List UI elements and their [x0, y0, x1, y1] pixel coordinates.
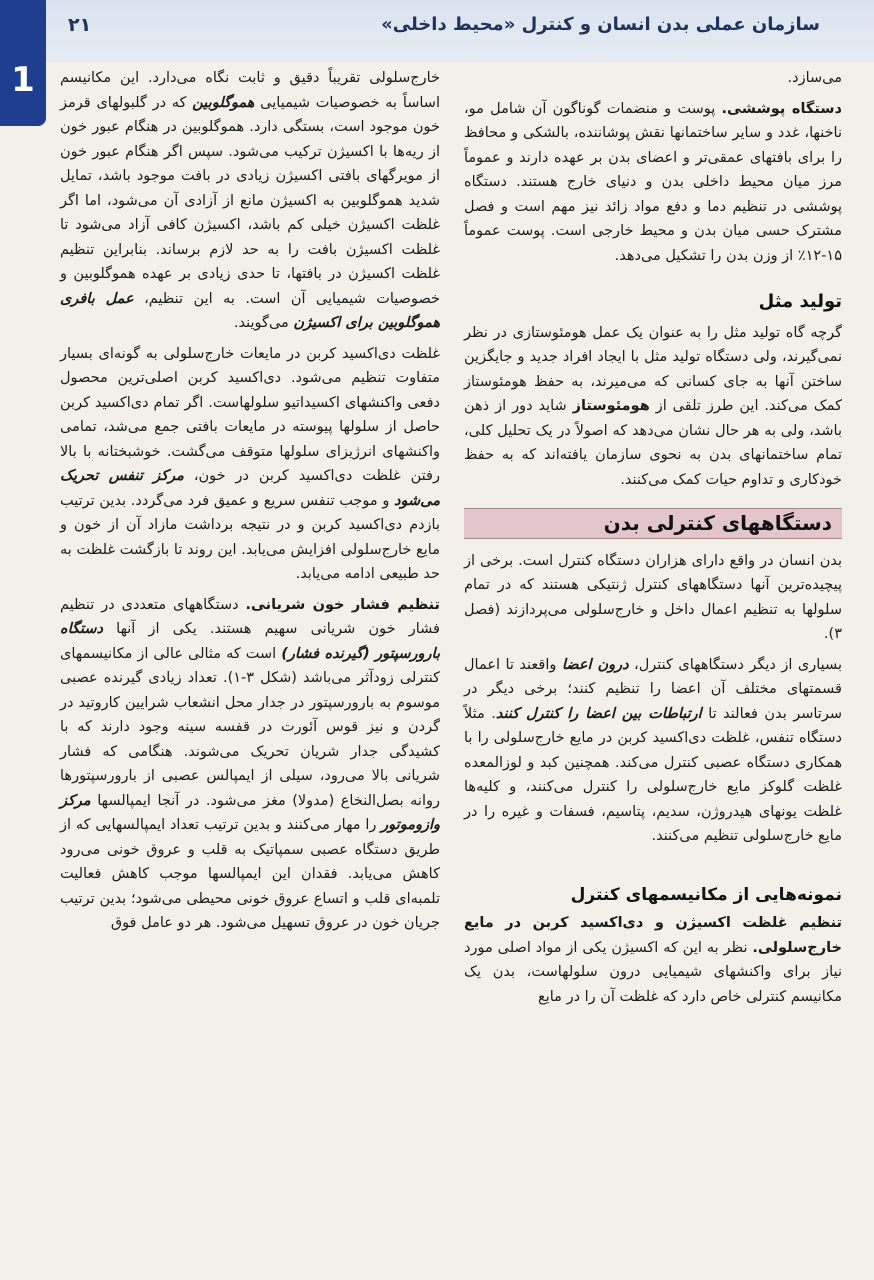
paragraph: گرچه گاه تولید مثل را به عنوان یک عمل هومئوستازی در نظر نمی‌گیرند، ولی دستگاه تولید مثل با ایجاد افراد جدید و جایگزین ساختن آنها به جای کسانی که می‌میرند، به حفظ هومئوستاز کمک می‌کند. این طرز تلقی از هومئوستاز شاید دور از ذهن باشد، ولی به هر حال نشان می‌دهد که اصولاً در یک تحلیل کلی، تمام ساختمانهای بدن به نحوی سازمان یافته‌اند که به حفظ خودکاری و تداوم حیات کمک می‌کنند. — [464, 324, 842, 488]
paragraph: تنظیم فشار خون شریانی. دستگاههای متعددی در تنظیم فشار خون شریانی سهیم هستند. یکی از آنها دستگاه بارورسپتور (گیرنده فشار) است که مثالی عالی از مکانیسمهای کنترلی زودآثر می‌باشد (شکل ۳-۱). تعداد زیادی گیرنده عصبی موسوم به بارورسپتور در جدار محل انشعاب شرایین کاروتید در گردن و نیز قوس آئورت در قفسه سینه وجود دارند که با کشیدگی جدار شریان تحریک می‌شوند. هنگامی که فشار شریانی بالا می‌رود، سیلی از ایمپالس عصبی از بارورسپتورها روانه بصل‌النخاع (مدولا) مغز می‌شود. در آنجا ایمپالسها مرکز وازوموتور را مهار می‌کنند و بدین ترتیب تعداد ایمپالسهایی که از طریق دستگاه عصبی سمپاتیک به قلب و عروق خونی می‌رود کاهش می‌یابد. فقدان این ایمپالسها موجب کاهش فعالیت تلمبه‌ای قلب و اتساع عروق خونی محیطی می‌شود؛ بدین ترتیب جریان خون در عروق تسهیل می‌شود. هر دو عامل فوق — [60, 596, 440, 931]
chapter-tab — [0, 0, 46, 126]
inline-heading: تنظیم فشار خون شریانی. — [245, 596, 440, 613]
section-heading: تولید مثل — [758, 291, 842, 312]
boxed-section-heading: دستگاههای کنترلی بدن — [464, 508, 842, 539]
chapter-number: 1 — [11, 60, 35, 100]
right-column — [464, 66, 842, 1015]
subsection-heading: نمونه‌هایی از مکانیسمهای کنترل — [570, 884, 842, 905]
paragraph: دستگاه پوششی. پوست و منضمات گوناگون آن شامل مو، ناخنها، غدد و سایر ساختمانها نقش پوشاننده، بالشکی و محافظ را برای بافتهای عمقی‌تر و اعضای بدن بر عهده دارند و عموماً مرز میان محیط داخلی بدن و دنیای خارج هستند. دستگاه پوششی در تنظیم دما و دفع مواد زائد نیز مهم است و فصل مشترک حسی میان بدن و محیط خارجی است. پوست عموماً ۱۵-۱۲٪ از وزن بدن را تشکیل می‌دهد. — [464, 100, 842, 264]
left-column — [60, 66, 440, 942]
paragraph: بدن انسان در واقع دارای هزاران دستگاه کنترل است. برخی از پیچیده‌ترین آنها دستگاههای کنترل ژنتیکی هستند که در تمام سلولها به تنظیم اعمال داخل و خارج‌سلولی می‌پردازند (فصل ۳). — [464, 552, 842, 642]
paragraph: بسیاری از دیگر دستگاههای کنترل، درون اعضا واقعند تا اعمال قسمتهای مختلف آن اعضا را تنظیم کنند؛ برخی دیگر در سرتاسر بدن فعالند تا ارتباطات بین اعضا را کنترل کنند. مثلاً دستگاه تنفس، غلظت دی‌اکسید کربن در مایع خارج‌سلولی را با همکاری دستگاه عصبی کنترل می‌کند. همچنین کبد و لوزالمعده غلظت گلوکز مایع خارج‌سلولی را کنترل می‌کنند، و کلیه‌ها غلظت یونهای هیدروژن، سدیم، پتاسیم، فسفات و غیره را در مایع خارج‌سلولی تنظیم می‌کنند. — [464, 656, 842, 844]
inline-heading: دستگاه پوششی. — [721, 100, 842, 117]
running-header-title: سازمان عملی بدن انسان و کنترل «محیط داخلی» — [381, 14, 820, 35]
paragraph: تنظیم غلظت اکسیژن و دی‌اکسید کربن در مایع خارج‌سلولی. نظر به این که اکسیژن یکی از مواد اصلی مورد نیاز برای واکنشهای شیمیایی درون سلولهاست، بدن یک مکانیسم کنترلی خاص دارد که غلظت آن را در مایع — [464, 915, 842, 1005]
paragraph: غلظت دی‌اکسید کربن در مایعات خارج‌سلولی به گونه‌ای بسیار متفاوت تنظیم می‌شود. دی‌اکسید کربن اصلی‌ترین محصول دفعی واکنشهای اکسیداتیو سلولهاست. اگر تمام دی‌اکسید کربن حاصل از سلولها پیوسته در مایعات بافتی جمع می‌شد، تمامی واکنشهای انرژیزای سلولها متوقف می‌گشت. خوشبختانه با بالا رفتن غلظت دی‌اکسید کربن در خون، مرکز تنفس تحریک می‌شود و موجب تنفس سریع و عمیق فرد می‌گردد. بدین ترتیب بازدم دی‌اکسید کربن و در نتیجه برداشت مازاد آن از خون و مایع خارج‌سلولی افزایش می‌یابد. این روند تا بازگشت غلظت به حد طبیعی ادامه می‌یابد. — [60, 345, 440, 582]
paragraph: خارج‌سلولی تقریباً دقیق و ثابت نگاه می‌دارد. این مکانیسم اساساً به خصوصیات شیمیایی هموگلوبین که در گلبولهای قرمز خون موجود است، بستگی دارد. هموگلوبین در هنگام عبور خون از ریه‌ها با اکسیژن ترکیب می‌شود. سپس اگر هنگام عبور خون از مویرگهای بافتی اکسیژن زیادی در بافت موجود باشد، تمایل شدید هموگلوبین به اکسیژن مانع از آزادی آن می‌شود، اما اگر غلظت اکسیژن خیلی کم باشد، اکسیژن کافی آزاد می‌شود تا غلظت اکسیژن بافت را به حد لازم برساند. بنابراین تنظیم غلظت اکسیژن در بافتها، تا حدی زیادی بر عهده هموگلوبین و خصوصیات شیمیایی آن است. به این تنظیم، عمل بافری هموگلوبین برای اکسیژن می‌گویند. — [60, 70, 440, 331]
page-number: ۲۱ — [68, 14, 92, 36]
paragraph: می‌سازد. — [787, 70, 842, 86]
